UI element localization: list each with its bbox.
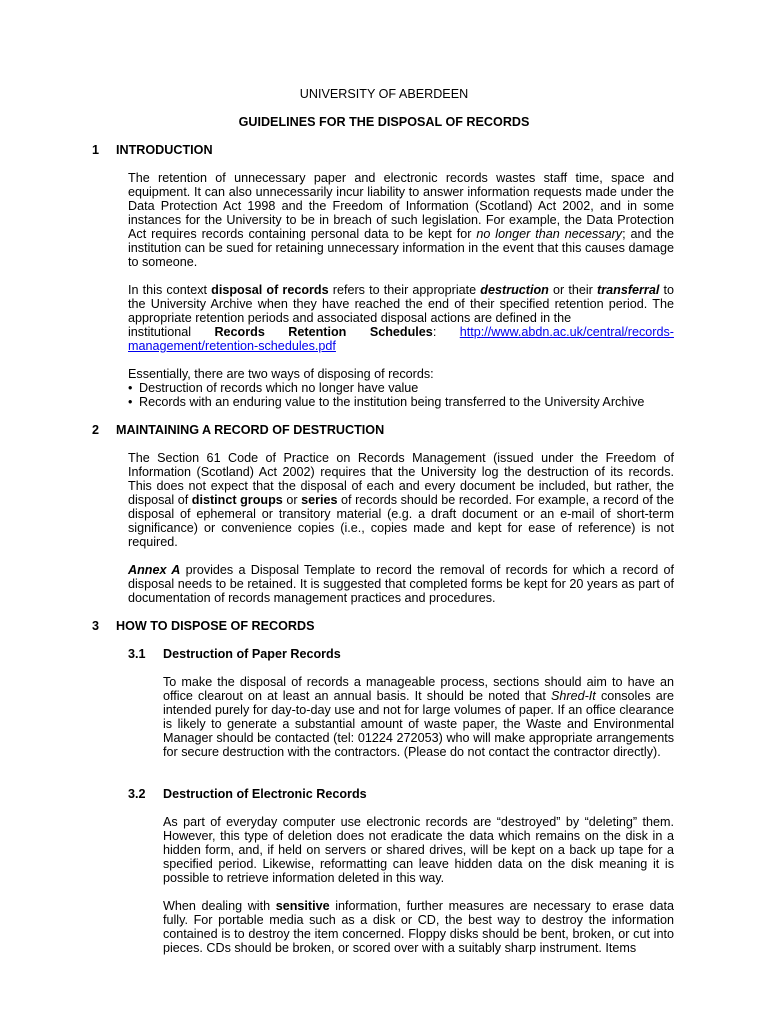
- bold-term: sensitive: [275, 899, 330, 913]
- destruction-record-paragraph-2: [128, 563, 674, 605]
- section-2-heading: [92, 423, 384, 437]
- text-run: or their: [548, 283, 598, 297]
- subsection-title: Destruction of Paper Records: [163, 647, 341, 661]
- electronic-records-paragraph-1: As part of everyday computer use electronic records are “destroyed” by “deleting” them. However, this type of deletion does not eradicate the data which remains on the disk in a hidden form, and, if held on servers or shared drives, will be kept on a back up tape for a specified period. Likewise, reformatting can leave hidden data on the disk meaning it is possible to retrieve information deleted in this way.: [163, 815, 674, 885]
- subsection-3-1-heading: [128, 647, 341, 661]
- document-title: GUIDELINES FOR THE DISPOSAL OF RECORDS: [238, 115, 530, 129]
- emphasis-text: no longer than necessary: [476, 227, 623, 241]
- text-run: to the University Archive when they have reached the end of their specified retention period. The appropriate retention periods and associated disposal actions are defined in the: [128, 283, 674, 325]
- text-run: information, further measures are necessary to erase data fully. For portable media such as a disk or CD, the best way to destroy the information contained is to destroy the item concerned. Floppy disks should be bent, broken, or cut into pieces. CDs should be broken, or scored over with a suitably sharp instrument. Items: [163, 899, 674, 955]
- subsection-3-2-heading: [128, 787, 367, 801]
- destruction-record-paragraph-1: [128, 451, 674, 549]
- section-number: 3: [92, 619, 100, 633]
- text-run: or: [282, 493, 302, 507]
- bold-italic-term: Annex A: [128, 563, 181, 577]
- text-run: The retention of unnecessary paper and electronic records wastes staff time, space and equipment. It can also unnecessarily incur liability to answer information requests made under the Data Protection Act 1998 and the Freedom of Information (Scotland) Act 2002, and in some instances for the University to be in breach of such legislation. For example, the Data Protection Act requires records containing personal data to be kept for: [128, 171, 674, 241]
- bold-italic-term: destruction: [480, 283, 549, 297]
- subsection-number: 3.1: [128, 647, 146, 661]
- list-item: • Records with an enduring value to the institution being transferred to the University Archive: [128, 395, 688, 409]
- subsection-title: Destruction of Electronic Records: [163, 787, 367, 801]
- bold-term: distinct groups: [191, 493, 283, 507]
- section-number: 2: [92, 423, 100, 437]
- text-run: :: [432, 325, 437, 339]
- intro-paragraph-3: Essentially, there are two ways of disposing of records:: [128, 367, 434, 381]
- text-run: When dealing with: [163, 899, 276, 913]
- text-run: To make the disposal of records a manageable process, sections should aim to have an office clearout on at least an annual basis. It should be noted that: [163, 675, 674, 703]
- section-number: 1: [92, 143, 100, 157]
- text-run: In this context: [128, 283, 212, 297]
- electronic-records-paragraph-2: [163, 899, 674, 955]
- emphasis-text: Shred-It: [551, 689, 596, 703]
- text-run: institutional: [128, 325, 192, 339]
- section-3-heading: [92, 619, 315, 633]
- paper-records-paragraph: [163, 675, 674, 759]
- section-title: INTRODUCTION: [116, 143, 213, 157]
- intro-paragraph-1: [128, 171, 674, 269]
- bold-term: Schedules: [369, 325, 433, 339]
- subsection-number: 3.2: [128, 787, 146, 801]
- text-run: ; and the institution can be sued for retaining unnecessary information in the event that this causes damage to someone.: [128, 227, 674, 269]
- text-run: provides a Disposal Template to record the removal of records for which a record of disposal needs to be retained. It is suggested that completed forms be kept for 20 years as part of documentation of records management practices and procedures.: [128, 563, 674, 605]
- bold-term: disposal of records: [211, 283, 329, 297]
- text-run: refers to their appropriate: [328, 283, 481, 297]
- section-title: MAINTAINING A RECORD OF DESTRUCTION: [116, 423, 385, 437]
- institution-name: UNIVERSITY OF ABERDEEN: [299, 87, 469, 101]
- text-run: consoles are intended purely for day-to-day use and not for large volumes of paper. If an office clearance is likely to generate a substantial amount of waste paper, the Waste and Environmental Manager should be contacted (tel: 01224 272053) who will make appropriate arrangements for secure destruction with the contractors. (Please do not contact the contractor directly).: [163, 689, 675, 759]
- bold-italic-term: transferral: [597, 283, 660, 297]
- disposal-ways-list: [128, 381, 688, 409]
- intro-paragraph-2: [128, 283, 674, 353]
- bold-term: series: [301, 493, 338, 507]
- list-item: • Destruction of records which no longer have value: [128, 381, 688, 395]
- bold-term: Retention: [288, 325, 347, 339]
- section-title: HOW TO DISPOSE OF RECORDS: [116, 619, 315, 633]
- bold-term: Records: [214, 325, 265, 339]
- text-run: of records should be recorded. For example, a record of the disposal of ephemeral or transitory material (e.g. a draft document or an e-mail of short-term significance) or convenience copies (i.e., copies made and kept for ease of reference) is not required.: [128, 493, 674, 549]
- section-1-heading: [92, 143, 213, 157]
- text-run: The Section 61 Code of Practice on Records Management (issued under the Freedom of Information (Scotland) Act 2002) requires that the University log the destruction of its records. This does not expect that the disposal of each and every document be included, but rather, the disposal of: [128, 451, 674, 507]
- schedules-line: [128, 325, 674, 339]
- retention-schedules-link[interactable]: http://www.abdn.ac.uk/central/records-: [459, 325, 674, 339]
- retention-schedules-link-continued[interactable]: management/retention-schedules.pdf: [128, 339, 336, 353]
